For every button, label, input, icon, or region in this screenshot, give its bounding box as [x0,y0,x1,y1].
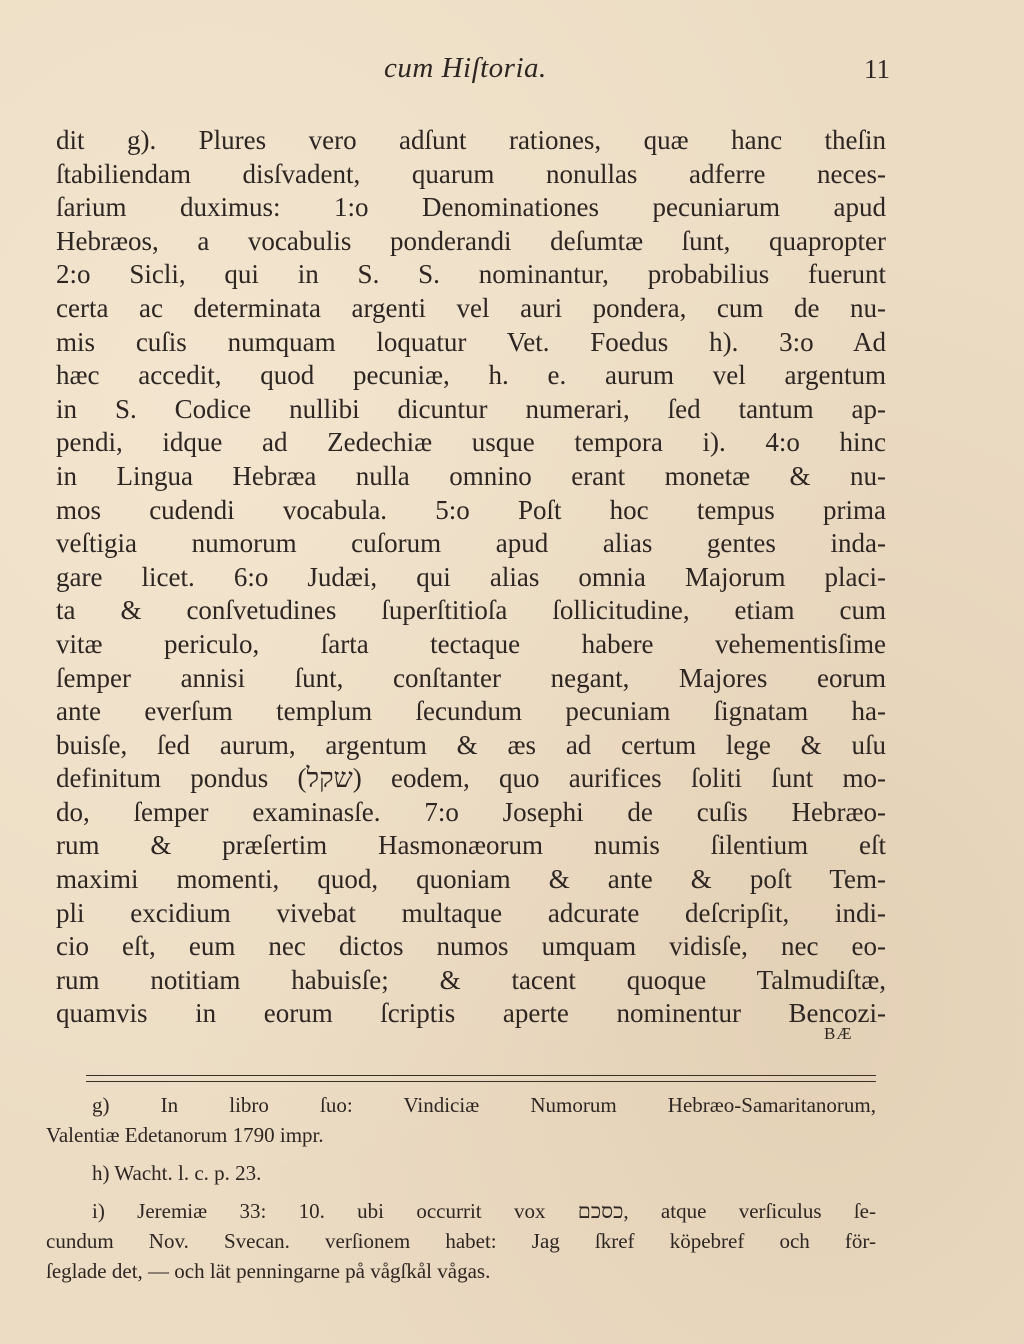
page-number: 11 [864,54,890,84]
running-head [0,52,1024,92]
footnote-g: g) In libro ſuo: Vindiciæ Numorum Hebræo-Samaritanorum, [92,1093,876,1117]
body-line: maximi momenti, quod, quoniam & ante & poſt Tem- [56,864,886,895]
body-line: pendi, idque ad Zedechiæ usque tempora i). 4:o hinc [56,427,886,458]
footnote-rule-inner [86,1081,876,1082]
body-line: hæc accedit, quod pecuniæ, h. e. aurum vel argentum [56,360,886,391]
body-text [56,124,886,1031]
body-line: gare licet. 6:o Judæi, qui alias omnia Majorum placi- [56,561,886,592]
body-line: ſtabiliendam disſvadent, quarum nonullas adferre neces- [56,158,886,189]
body-line: rum notitiam habuisſe; & tacent quoque Talmudiſtæ, [56,964,886,995]
footnote-h: h) Wacht. l. c. p. 23. [92,1161,262,1185]
body-line: do, ſemper examinasſe. 7:o Josephi de cuſis Hebræo- [56,796,886,827]
body-line: veſtigia numorum cuſorum apud alias gentes inda- [56,528,886,559]
body-line: pli excidium vivebat multaque adcurate deſcripſit, indi- [56,897,886,928]
body-line: vitæ periculo, ſarta tectaque habere vehementisſime [56,628,886,659]
body-line: buisſe, ſed aurum, argentum & æs ad certum lege & uſu [56,729,886,760]
body-line: mis cuſis numquam loquatur Vet. Foedus h). 3:o Ad [56,326,886,357]
running-title: cum Hiſtoria. [384,52,547,84]
body-line: definitum pondus (שקל) eodem, quo aurifices ſoliti ſunt mo- [56,763,886,794]
body-line: quamvis in eorum ſcriptis aperte nominentur Bencozi- [56,998,886,1029]
catchword: BÆ [824,1024,853,1043]
body-line: dit g). Plures vero adſunt rationes, quæ hanc theſin [56,125,886,155]
body-line: mos cudendi vocabula. 5:o Poſt hoc tempus prima [56,494,886,525]
footnote-i: i) Jeremiæ 33: 10. ubi occurrit vox כסכם, atque verſiculus ſe- [92,1199,877,1223]
body-line: in Lingua Hebræa nulla omnino erant monetæ & nu- [56,460,886,491]
footnotes [46,1090,876,1286]
footnote-g-continued: Valentiæ Edetanorum 1790 impr. [46,1123,324,1147]
body-line: ta & conſvetudines ſuperſtitioſa ſollicitudine, etiam cum [56,595,886,626]
body-line: rum & præſertim Hasmonæorum numis ſilentium eſt [56,830,886,861]
body-line: ante everſum templum ſecundum pecuniam ſignatam ha- [56,696,886,727]
body-line: Hebræos, a vocabulis ponderandi deſumtæ ſunt, quapropter [56,225,886,256]
body-line: 2:o Sicli, qui in S. S. nominantur, probabilius fuerunt [56,259,886,290]
footnote-i-end: ſeglade det, — och lät penningarne på vågſkål vågas. [46,1259,491,1283]
footnote-rule [86,1075,876,1076]
body-line: cio eſt, eum nec dictos numos umquam vidisſe, nec eo- [56,931,886,962]
footnote-i-continued: cundum Nov. Svecan. verſionem habet: Jag ſkref köpebref och för- [46,1229,876,1253]
body-line: certa ac determinata argenti vel auri pondera, cum de nu- [56,292,886,323]
body-line: ſemper annisi ſunt, conſtanter negant, Majores eorum [56,662,886,693]
body-line: in S. Codice nullibi dicuntur numerari, ſed tantum ap- [56,393,886,424]
body-line: ſarium duximus: 1:o Denominationes pecuniarum apud [56,192,886,223]
